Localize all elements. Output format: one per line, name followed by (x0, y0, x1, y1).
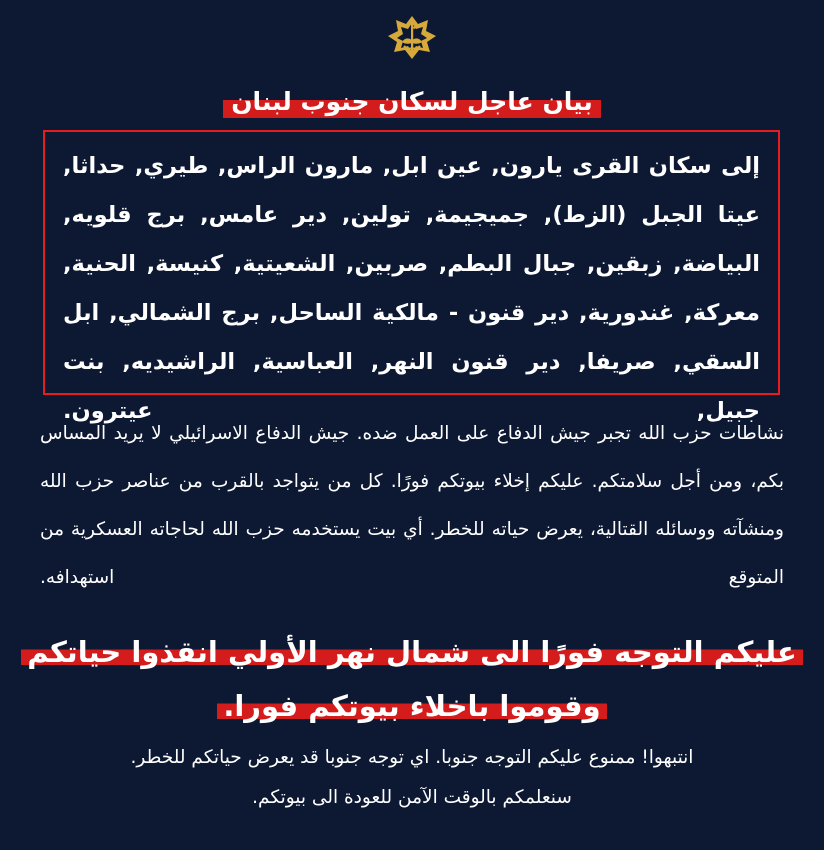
evacuation-call-line1: عليكم التوجه فورًا الى شمال نهر الأولي انقذوا حياتكم (21, 635, 803, 669)
title-container (0, 84, 824, 120)
south-warning-line2: سنعلمكم بالوقت الآمن للعودة الى بيوتكم. (252, 787, 572, 808)
evacuation-call (20, 625, 804, 733)
page-title: بيان عاجل لسكان جنوب لبنان (223, 84, 601, 120)
south-warning (40, 738, 784, 818)
villages-list: إلى سكان القرى يارون, عين ابل, مارون الراس, طيري, حداثا, عيتا الجبل (الزط), جميجيمة, تولين, دير عامس, برج قلويه, البياضة, زبقين, جبال البطم, صربين, الشعيتية, كنيسة, الحنية, معركة, غندورية, دير قنون - مالكية الساحل, برج الشمالي, ابل السقي, صريفا, دير قنون النهر, العباسية, الراشيديه, بنت جبيل, عيترون. (63, 153, 760, 424)
idf-emblem-icon (384, 14, 440, 62)
south-warning-line1: انتبهوا! ممنوع عليكم التوجه جنوبا. اي توجه جنوبا قد يعرض حياتكم للخطر. (130, 747, 694, 768)
villages-box (43, 130, 780, 424)
evacuation-call-line2: وقوموا باخلاء بيوتكم فورا. (217, 689, 606, 723)
warning-paragraph: نشاطات حزب الله تجبر جيش الدفاع على العمل ضده. جيش الدفاع الاسرائيلي لا يريد المساس بكم، ومن أجل سلامتكم. عليكم إخلاء بيوتكم فورًا. كل من يتواجد بالقرب من عناصر حزب الله ومنشآته ووسائله القتالية، يعرض حياته للخطر. أي بيت يستخدمه حزب الله لحاجاته العسكرية من المتوقع استهدافه. (40, 423, 784, 588)
